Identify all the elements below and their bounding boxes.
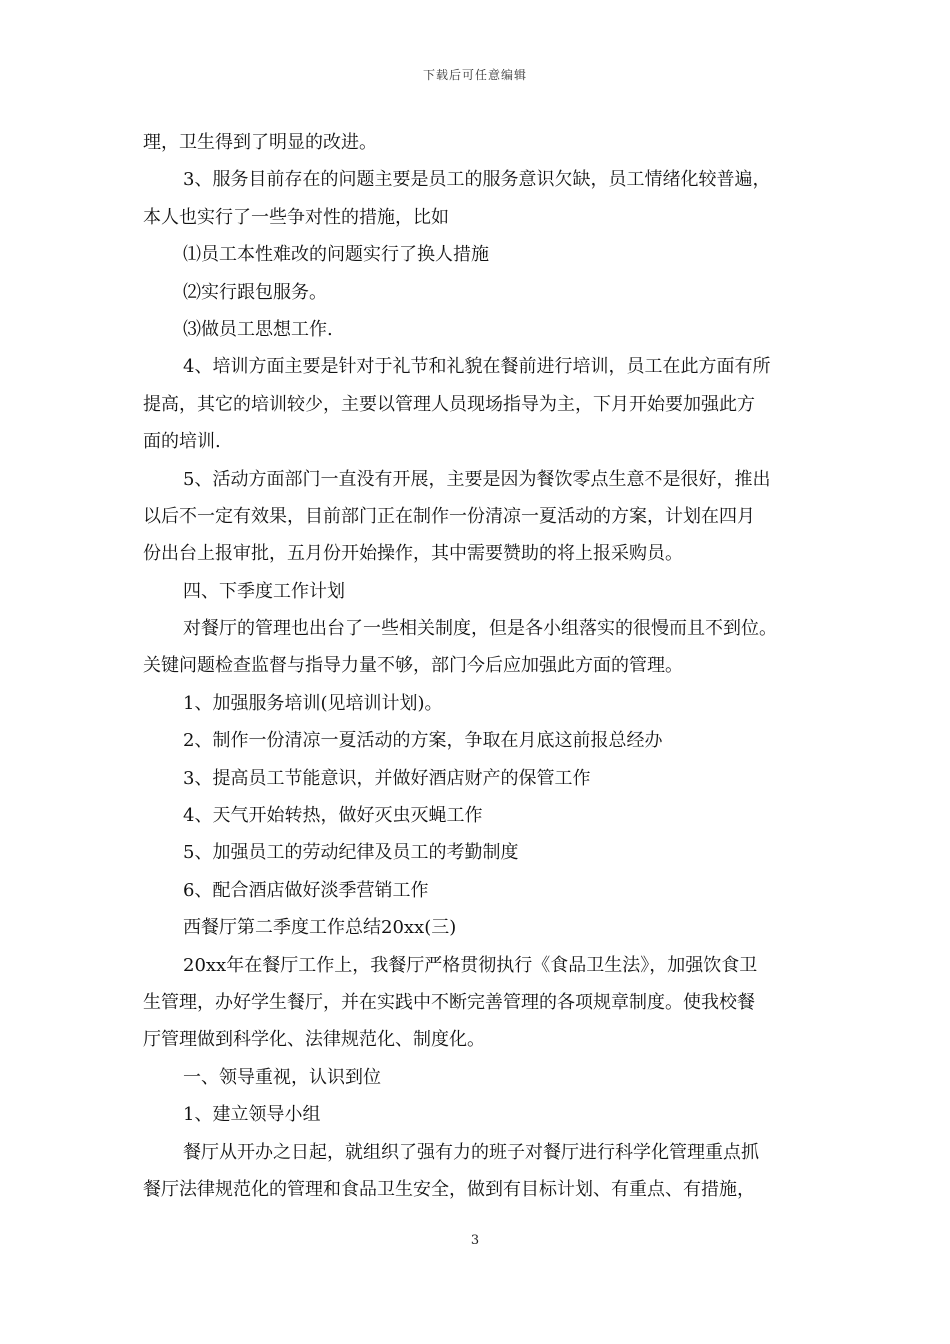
text-line: 以后不一定有效果，目前部门正在制作一份清凉一夏活动的方案，计划在四月	[143, 505, 755, 527]
text-line: 4、培训方面主要是针对于礼节和礼貌在餐前进行培训，员工在此方面有所	[183, 356, 771, 378]
text-line: 餐厅法律规范化的管理和食品卫生安全，做到有目标计划、有重点、有措施，	[143, 1178, 755, 1200]
text-line: 关键问题检查监督与指导力量不够，部门今后应加强此方面的管理。	[143, 655, 683, 677]
text-line: 4、天气开始转热，做好灭虫灭蝇工作	[183, 805, 483, 827]
text-line: ⑶做员工思想工作.	[183, 318, 333, 340]
text-line: 四、下季度工作计划	[183, 580, 345, 602]
text-line: 餐厅从开办之日起，就组织了强有力的班子对餐厅进行科学化管理重点抓	[183, 1141, 759, 1163]
text-line: 对餐厅的管理也出台了一些相关制度，但是各小组落实的很慢而且不到位。	[183, 618, 777, 640]
text-line: 5、活动方面部门一直没有开展，主要是因为餐饮零点生意不是很好，推出	[183, 468, 771, 490]
text-line: 5、加强员工的劳动纪律及员工的考勤制度	[183, 842, 519, 864]
text-line: ⑵实行跟包服务。	[183, 281, 327, 303]
text-line: 1、建立领导小组	[183, 1104, 321, 1126]
page-header: 下载后可任意编辑	[422, 68, 527, 82]
text-line: 2、制作一份清凉一夏活动的方案，争取在月底这前报总经办	[183, 730, 663, 752]
page-number: 3	[470, 1233, 480, 1248]
text-line: ⑴员工本性难改的问题实行了换人措施	[183, 244, 489, 266]
text-line: 一、领导重视，认识到位	[183, 1066, 381, 1088]
text-line: 厅管理做到科学化、法律规范化、制度化。	[143, 1029, 485, 1051]
text-line: 生管理，办好学生餐厅，并在实践中不断完善管理的各项规章制度。使我校餐	[143, 991, 755, 1013]
text-line: 本人也实行了一些争对性的措施，比如	[143, 206, 449, 228]
text-line: 提高，其它的培训较少，主要以管理人员现场指导为主，下月开始要加强此方	[143, 393, 755, 415]
text-line: 3、服务目前存在的问题主要是员工的服务意识欠缺，员工情绪化较普遍，	[183, 169, 771, 191]
text-line: 理，卫生得到了明显的改进。	[143, 132, 377, 153]
text-line: 面的培训.	[143, 431, 221, 453]
text-line: 3、提高员工节能意识，并做好酒店财产的保管工作	[183, 767, 591, 789]
text-line: 20xx年在餐厅工作上，我餐厅严格贯彻执行《食品卫生法》，加强饮食卫	[183, 954, 758, 976]
text-line: 6、配合酒店做好淡季营销工作	[183, 879, 429, 901]
text-line: 份出台上报审批，五月份开始操作，其中需要赞助的将上报采购员。	[143, 543, 683, 565]
text-line: 1、加强服务培训(见培训计划)。	[183, 692, 443, 714]
text-line: 西餐厅第二季度工作总结20xx(三)	[183, 917, 457, 939]
document-body	[143, 124, 815, 1208]
